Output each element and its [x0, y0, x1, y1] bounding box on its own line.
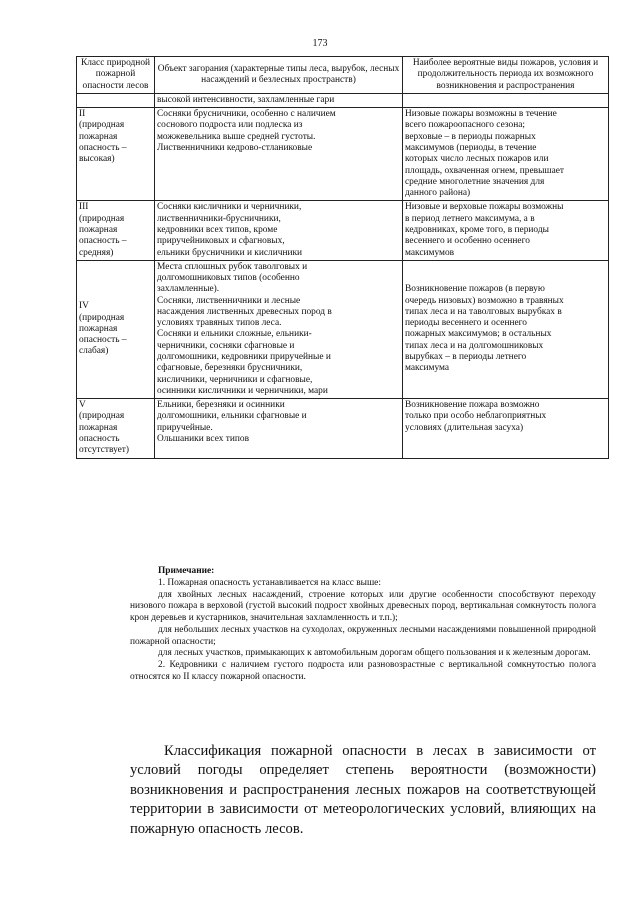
cell-line: (природная — [79, 213, 125, 224]
cell-line: периоды весеннего и осеннего — [405, 318, 527, 329]
cell-line: условиях (длительная засуха) — [405, 422, 524, 433]
cell-line: Низовые и верховые пожары возможны — [405, 202, 564, 213]
cell-line: пожарная — [79, 323, 118, 334]
cell-line: кисличники, черничники и сфагновые, — [157, 374, 313, 385]
table-row-continuation — [77, 93, 609, 107]
cell-line: ельники брусничники и кисличники — [157, 247, 303, 258]
cell-line: очередь низовых) возможно в травяных — [405, 295, 564, 306]
cont-object: высокой интенсивности, захламленные гари — [155, 93, 403, 107]
cell-line: только при особо неблагоприятных — [405, 411, 547, 422]
cell-line: максимумов (периоды, в течение — [405, 142, 537, 153]
table-row — [77, 201, 609, 260]
object-cell — [155, 399, 403, 458]
table-row — [77, 260, 609, 398]
cell-line: опасность – — [79, 142, 127, 153]
cell-line: Лиственничники кедрово-стланиковые — [157, 142, 313, 153]
body-paragraph: Классификация пожарной опасности в лесах в зависимости от условий погоды определяет степень вероятности (возможности) возникновения и распространения лесных пожаров на соответствующей территории в зависимости от метеорологических условий, влияющих на пожарную опасность лесов. — [130, 743, 596, 837]
cell-line: данного района) — [405, 188, 471, 199]
cell-line: высокая) — [79, 154, 115, 165]
cell-line: можжевельника выше средней густоты. — [157, 131, 316, 142]
table-row — [77, 108, 609, 201]
cell-line: Места сплошных рубок таволговых и — [157, 261, 308, 272]
cell-line: опасность – — [79, 335, 127, 346]
note-item: для лесных участков, примыкающих к автомобильным дорогам общего пользования и к железным дорогам. — [158, 648, 591, 659]
fires-cell — [403, 260, 609, 398]
notes-section — [130, 566, 596, 684]
cell-line: Сосняки, лиственничники и лесные — [157, 295, 301, 306]
cell-line: IV — [79, 301, 89, 312]
class-cell — [77, 260, 155, 398]
cell-line: черничники, сосняки сфагновые и — [157, 340, 295, 351]
cell-line: которых число лесных пожаров или — [405, 154, 549, 165]
table-header-row — [77, 57, 609, 94]
cell-line: насаждения лиственных древесных пород в — [157, 306, 332, 317]
cell-line: всего пожароопасного сезона; — [405, 120, 525, 131]
cell-line: Возникновение пожара возможно — [405, 400, 540, 411]
cont-fires — [403, 93, 609, 107]
cell-line: (природная — [79, 411, 125, 422]
cell-line: пожарных максимумов; в остальных — [405, 329, 552, 340]
cell-line: Сосняки кисличники и черничники, — [157, 202, 302, 213]
note-item: 2. Кедровники с наличием густого подроста или разновозрастные с вертикальной сомкнутостью полога относятся ко II классу пожарной опасности. — [130, 660, 596, 682]
cell-line: Сосняки брусничники, особенно с наличием — [157, 109, 336, 120]
cell-line: Возникновение пожаров (в первую — [405, 284, 545, 295]
cell-line: кедровниках, кроме того, в периоды — [405, 224, 549, 235]
cont-class — [77, 93, 155, 107]
object-cell — [155, 260, 403, 398]
cell-line: весеннего и особенно осеннего — [405, 236, 530, 247]
cell-line: осинники кисличники и черничники, мари — [157, 385, 328, 396]
cell-line: максимума — [405, 363, 450, 374]
header-object: Объект загорания (характерные типы леса, вырубок, лесных насаждений и безлесных пространств) — [155, 57, 403, 94]
page-number: 173 — [312, 38, 328, 49]
note-item: для небольших лесных участков на суходолах, окруженных лесными насаждениями повышенной природной пожарной опасности; — [130, 624, 596, 647]
cell-line: отсутствует) — [79, 445, 130, 456]
cell-line: Ольшаники всех типов — [157, 434, 250, 444]
cell-line: опасность — [79, 434, 120, 444]
cell-line: долгомошники, кедровники приручейные и — [157, 352, 331, 363]
cell-line: V — [79, 400, 86, 411]
class-cell — [77, 399, 155, 458]
cell-line: приручейниковых и сфагновых, — [157, 236, 285, 247]
cell-line: в период летнего максимума, а в — [405, 213, 535, 224]
class-cell — [77, 201, 155, 260]
cell-line: Сосняки и ельники сложные, ельники- — [157, 329, 312, 340]
cell-line: сфагновые, березняки брусничники, — [157, 363, 303, 374]
cell-line: средняя) — [79, 247, 114, 258]
cell-line: слабая) — [79, 346, 109, 357]
cell-line: долгомошники, ельники сфагновые и — [157, 411, 307, 422]
cell-line: пожарная — [79, 422, 118, 433]
cell-line: пожарная — [79, 131, 118, 142]
header-class: Класс природной пожарной опасности лесов — [77, 57, 155, 94]
class-cell — [77, 108, 155, 201]
fire-danger-table — [76, 56, 609, 459]
fires-cell — [403, 108, 609, 201]
cell-line: типах леса и на таволговых вырубках в — [405, 306, 562, 317]
object-cell — [155, 201, 403, 260]
cell-line: максимумов — [405, 247, 455, 258]
cell-line: средние многолетние значения для — [405, 176, 545, 187]
cell-line: захламленные). — [157, 284, 220, 295]
cell-line: лиственничники-брусничники, — [157, 213, 281, 224]
note-item: 1. Пожарная опасность устанавливается на класс выше: — [158, 577, 381, 588]
object-cell — [155, 108, 403, 201]
note-item: для хвойных лесных насаждений, строение которых или другие особенности способствуют переходу низового пожара в верховой (густой высокий подрост хвойных древесных пород, вертикальная сомкнутость полога крон деревьев и кустарников, значительная захламленность и т.п.); — [130, 589, 596, 623]
cell-line: вырубках – в периоды летнего — [405, 352, 527, 363]
fires-cell — [403, 399, 609, 458]
cell-line: долгомошниковых типов (особенно — [157, 273, 300, 284]
table-row — [77, 399, 609, 458]
cell-line: (природная — [79, 312, 125, 323]
cell-line: II — [79, 109, 86, 120]
cell-line: верховые – в периоды пожарных — [405, 131, 536, 142]
cell-line: Ельники, березняки и осинники — [157, 400, 285, 411]
cell-line: опасность – — [79, 236, 127, 247]
cell-line: приручейные. — [157, 422, 213, 433]
cell-line: кедровники всех типов, кроме — [157, 224, 278, 235]
cell-line: площадь, охваченная огнем, превышает — [405, 165, 565, 176]
cell-line: пожарная — [79, 224, 118, 235]
cell-line: (природная — [79, 120, 125, 131]
cell-line: III — [79, 202, 89, 213]
cell-line: Низовые пожары возможны в течение — [405, 109, 557, 120]
fires-cell — [403, 201, 609, 260]
header-fires: Наиболее вероятные виды пожаров, условия и продолжительность периода их возможного возникновения и распространения — [403, 57, 609, 94]
notes-title: Примечание: — [158, 566, 215, 576]
cell-line: условиях травяных типов леса. — [157, 318, 282, 329]
cell-line: типах леса и на долгомошниковых — [405, 340, 544, 351]
cell-line: соснового подроста или подлеска из — [157, 120, 303, 131]
